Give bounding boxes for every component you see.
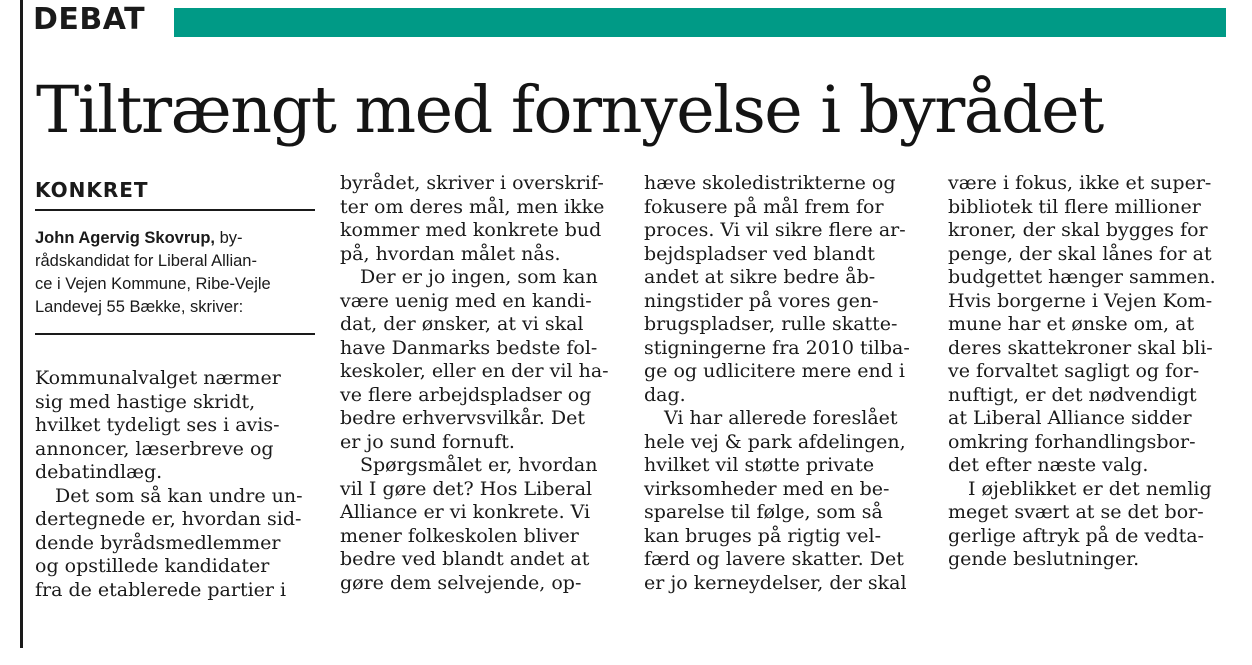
body-text-line: gende beslutninger. [948,548,1140,570]
body-text-line: Spørgsmålet er, hvordan [360,454,598,476]
author-byline [35,227,315,333]
body-text-line: være uenig med en kandi- [340,289,592,312]
column-3-body [644,172,934,595]
article-headline: Tiltrængt med fornyelse i byrådet [36,73,1103,148]
body-text-line: mune har et ønske om, at [948,313,1195,335]
body-text-line: stigningerne fra 2010 tilba- [644,336,910,359]
section-label: DEBAT [33,2,146,37]
author-name: John Agervig Skovrup, [35,229,216,247]
body-text-line: dag. [644,383,686,406]
body-text-line: penge, der skal lånes for at [948,242,1212,265]
body-text-line: vil I gøre det? Hos Liberal [340,477,593,500]
body-text-line: Det som så kan undre un- [55,484,303,507]
body-text-line: og opstillede kandidater [35,555,270,577]
left-column-rule [20,0,23,648]
byline-line: rådskandidat for Liberal Allian- [35,252,257,270]
body-text-line: ningstider på vores gen- [644,289,879,312]
body-text-line: sig med hastige skridt, [35,390,256,413]
body-text-line: Der er jo ingen, som kan [360,266,598,288]
body-text-line: I øjeblikket er det nemlig [968,477,1212,500]
body-text-line: budgettet hænger sammen. [948,266,1216,288]
body-text-line: have Danmarks bedste fol- [340,336,598,359]
body-text-line: deres skattekroner skal bli- [948,336,1213,359]
body-text-line: ter om deres mål, men ikke [340,195,605,218]
article-column-2 [340,172,630,595]
body-text-line: nuftigt, er det nødvendigt [948,383,1197,406]
body-text-line: bejdspladser ved blandt [644,242,875,265]
body-text-line: kan bruges på rigtig vel- [644,524,882,547]
body-text-line: bibliotek til flere millioner [948,195,1201,218]
article-column-4 [948,172,1238,572]
body-text-line: proces. Vi vil sikre flere ar- [644,219,906,241]
body-text-line: fokusere på mål frem for [644,195,884,218]
body-text-line: det efter næste valg. [948,454,1149,476]
article-column-3 [644,172,934,595]
body-text-line: hvilket tydeligt ses i avis- [35,414,280,436]
body-text-line: dende byrådsmedlemmer [35,531,281,554]
body-text-line: ve forvaltet sagligt og for- [948,360,1200,382]
body-text-line: gerlige aftryk på de vedta- [948,524,1204,547]
column-4-body [948,172,1238,572]
column-2-body [340,172,630,595]
byline-line: Landevej 55 Bække, skriver: [35,298,244,316]
body-text-line: hele vej & park afdelingen, [644,430,906,453]
body-text-line: andet at sikre bedre åb- [644,266,876,288]
body-text-line: er jo sund fornuft. [340,430,515,453]
body-text-line: debatindlæg. [35,461,163,483]
body-text-line: bedre erhvervsvilkår. Det [340,407,585,429]
body-text-line: annoncer, læserbreve og [35,437,274,460]
kicker-rule [35,209,315,211]
byline-rule [35,333,315,335]
body-text-line: hvilket vil støtte private [644,454,875,476]
section-accent-bar [174,8,1226,37]
body-text-line: brugspladser, rulle skatte- [644,313,898,335]
body-text-line: fra de etablerede partier i [35,578,287,601]
body-text-line: keskoler, eller en der vil ha- [340,360,609,382]
body-text-line: er jo kerneydelser, der skal [644,571,907,594]
article-column-1 [35,177,315,602]
body-text-line: gøre dem selvejende, op- [340,571,582,594]
byline-line: ce i Vejen Kommune, Ribe-Vejle [35,275,271,293]
body-text-line: byrådet, skriver i overskrif- [340,172,604,194]
body-text-line: meget svært at se det bor- [948,501,1204,523]
column-1-body [35,367,315,602]
body-text-line: ge og udlicitere mere end i [644,360,905,382]
body-text-line: hæve skoledistrikterne og [644,172,896,194]
body-text-line: kroner, der skal bygges for [948,219,1208,241]
body-text-line: sparelse til følge, som så [644,501,883,523]
byline-line: by- [215,229,243,247]
body-text-line: ve flere arbejdspladser og [340,383,592,406]
body-text-line: være i fokus, ikke et super- [948,172,1212,194]
body-text-line: Hvis borgerne i Vejen Kom- [948,289,1213,312]
body-text-line: bedre ved blandt andet at [340,548,590,570]
body-text-line: dertegnede er, hvordan sid- [35,508,302,530]
body-text-line: mener folkeskolen bliver [340,524,579,547]
body-text-line: Vi har allerede foreslået [664,407,898,429]
body-text-line: virksomheder med en be- [644,477,890,500]
body-text-line: færd og lavere skatter. Det [644,548,904,570]
body-text-line: at Liberal Alliance sidder [948,407,1192,429]
body-text-line: Kommunalvalget nærmer [35,367,281,389]
kicker-label: KONKRET [35,178,149,202]
body-text-line: dat, der ønsker, at vi skal [340,313,584,335]
body-text-line: omkring forhandlingsbor- [948,430,1196,453]
body-text-line: Alliance er vi konkrete. Vi [340,501,591,523]
body-text-line: på, hvordan målet nås. [340,242,561,265]
body-text-line: kommer med konkrete bud [340,219,602,241]
